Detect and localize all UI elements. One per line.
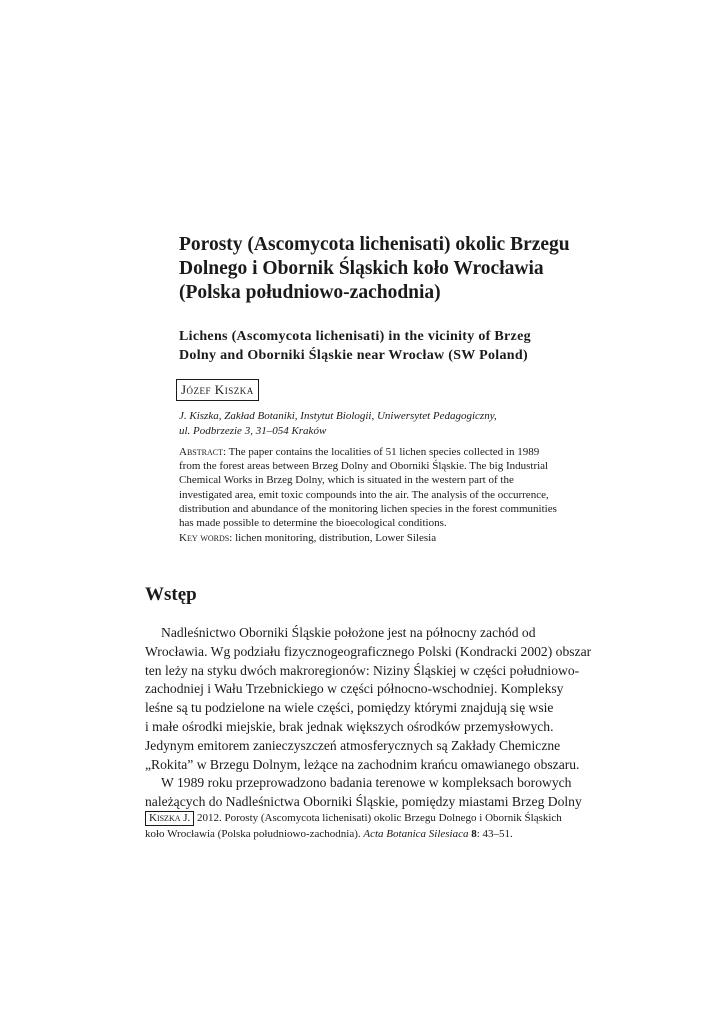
citation-author-box: Kiszka J.	[145, 811, 194, 826]
title-polish-line-3: (Polska południowo-zachodnia)	[179, 282, 441, 303]
abstract-line-6: has made possible to determine the bioecological conditions.	[179, 517, 447, 530]
section-body	[145, 624, 592, 812]
body-line-6: i małe ośrodki miejskie, brak jednak większych ośrodków przemysłowych.	[145, 718, 554, 734]
citation-footnote	[145, 810, 585, 842]
citation-line-2-text: koło Wrocławia (Polska południowo-zachodnia).	[145, 828, 364, 840]
citation-pages: : 43–51.	[476, 828, 513, 840]
title-polish-line-1: Porosty (Ascomycota lichenisati) okolic Brzegu	[179, 234, 570, 255]
abstract-line-5: distribution and abundance of the monitoring lichen species in the forest communities	[179, 502, 557, 515]
body-line-3: ten leży na styku dwóch makroregionów: Niziny Śląskiej w części południowo-	[145, 662, 580, 678]
body-line-1: Nadleśnictwo Oborniki Śląskie położone jest na północny zachód od	[161, 625, 536, 640]
body-line-2: Wrocławia. Wg podziału fizycznogeograficznego Polski (Kondracki 2002) obszar	[145, 643, 592, 659]
citation-volume: 8	[471, 828, 477, 840]
abstract-line-2: from the forest areas between Brzeg Dolny and Oborniki Śląskie. The big Industrial	[179, 460, 549, 473]
abstract-line-4: investigated area, emit toxic compounds into the air. The analysis of the occurrence,	[179, 488, 549, 501]
title-english-line-2: Dolny and Oborniki Śląskie near Wrocław (SW Poland)	[179, 348, 528, 363]
citation-line-2	[145, 826, 585, 842]
title-english	[179, 327, 589, 365]
title-english-line-1: Lichens (Ascomycota lichenisati) in the vicinity of Brzeg	[179, 329, 531, 344]
affiliation-line-2: ul. Podbrzezie 3, 31–054 Kraków	[179, 424, 327, 437]
body-line-9: W 1989 roku przeprowadzono badania terenowe w kompleksach borowych	[161, 775, 572, 791]
section-heading: Wstęp	[145, 584, 197, 605]
body-line-5: leśne są tu podzielone na wiele części, pomiędzy którymi znajdują się wsie	[145, 700, 554, 716]
body-line-8: „Rokita” w Brzegu Dolnym, leżące na zachodnim krańcu omawianego obszaru.	[145, 756, 580, 772]
keywords-label: Key words:	[179, 532, 233, 544]
citation-line-1	[145, 810, 585, 826]
abstract	[179, 445, 579, 530]
author-name: Józef Kiszka	[176, 379, 259, 401]
affiliation-line-1: J. Kiszka, Zakład Botaniki, Instytut Biologii, Uniwersytet Pedagogiczny,	[179, 410, 497, 422]
citation-journal: Acta Botanica Silesiaca	[363, 828, 469, 840]
abstract-line-3: Chemical Works in Brzeg Dolny, which is situated in the western part of the	[179, 474, 514, 487]
title-polish-line-2: Dolnego i Obornik Śląskich koło Wrocławia	[179, 258, 544, 279]
keywords-text: lichen monitoring, distribution, Lower Silesia	[232, 532, 437, 544]
title-polish	[179, 233, 599, 305]
abstract-label: Abstract:	[179, 446, 227, 458]
keywords	[179, 531, 579, 545]
body-line-4: zachodniej i Wału Trzebnickiego w części północno-wschodniej. Kompleksy	[145, 681, 564, 697]
author-affiliation	[179, 409, 579, 438]
body-line-7: Jedynym emitorem zanieczyszczeń atmosferycznych są Zakłady Chemiczne	[145, 737, 561, 753]
citation-line-1-text: 2012. Porosty (Ascomycota lichenisati) okolic Brzegu Dolnego i Obornik Śląskich	[194, 812, 562, 824]
abstract-line-1-text: The paper contains the localities of 51 lichen species collected in 1989	[226, 446, 540, 458]
abstract-line-1	[179, 445, 579, 459]
body-line-10: należących do Nadleśnictwa Oborniki Śląskie, pomiędzy miastami Brzeg Dolny	[145, 794, 582, 810]
